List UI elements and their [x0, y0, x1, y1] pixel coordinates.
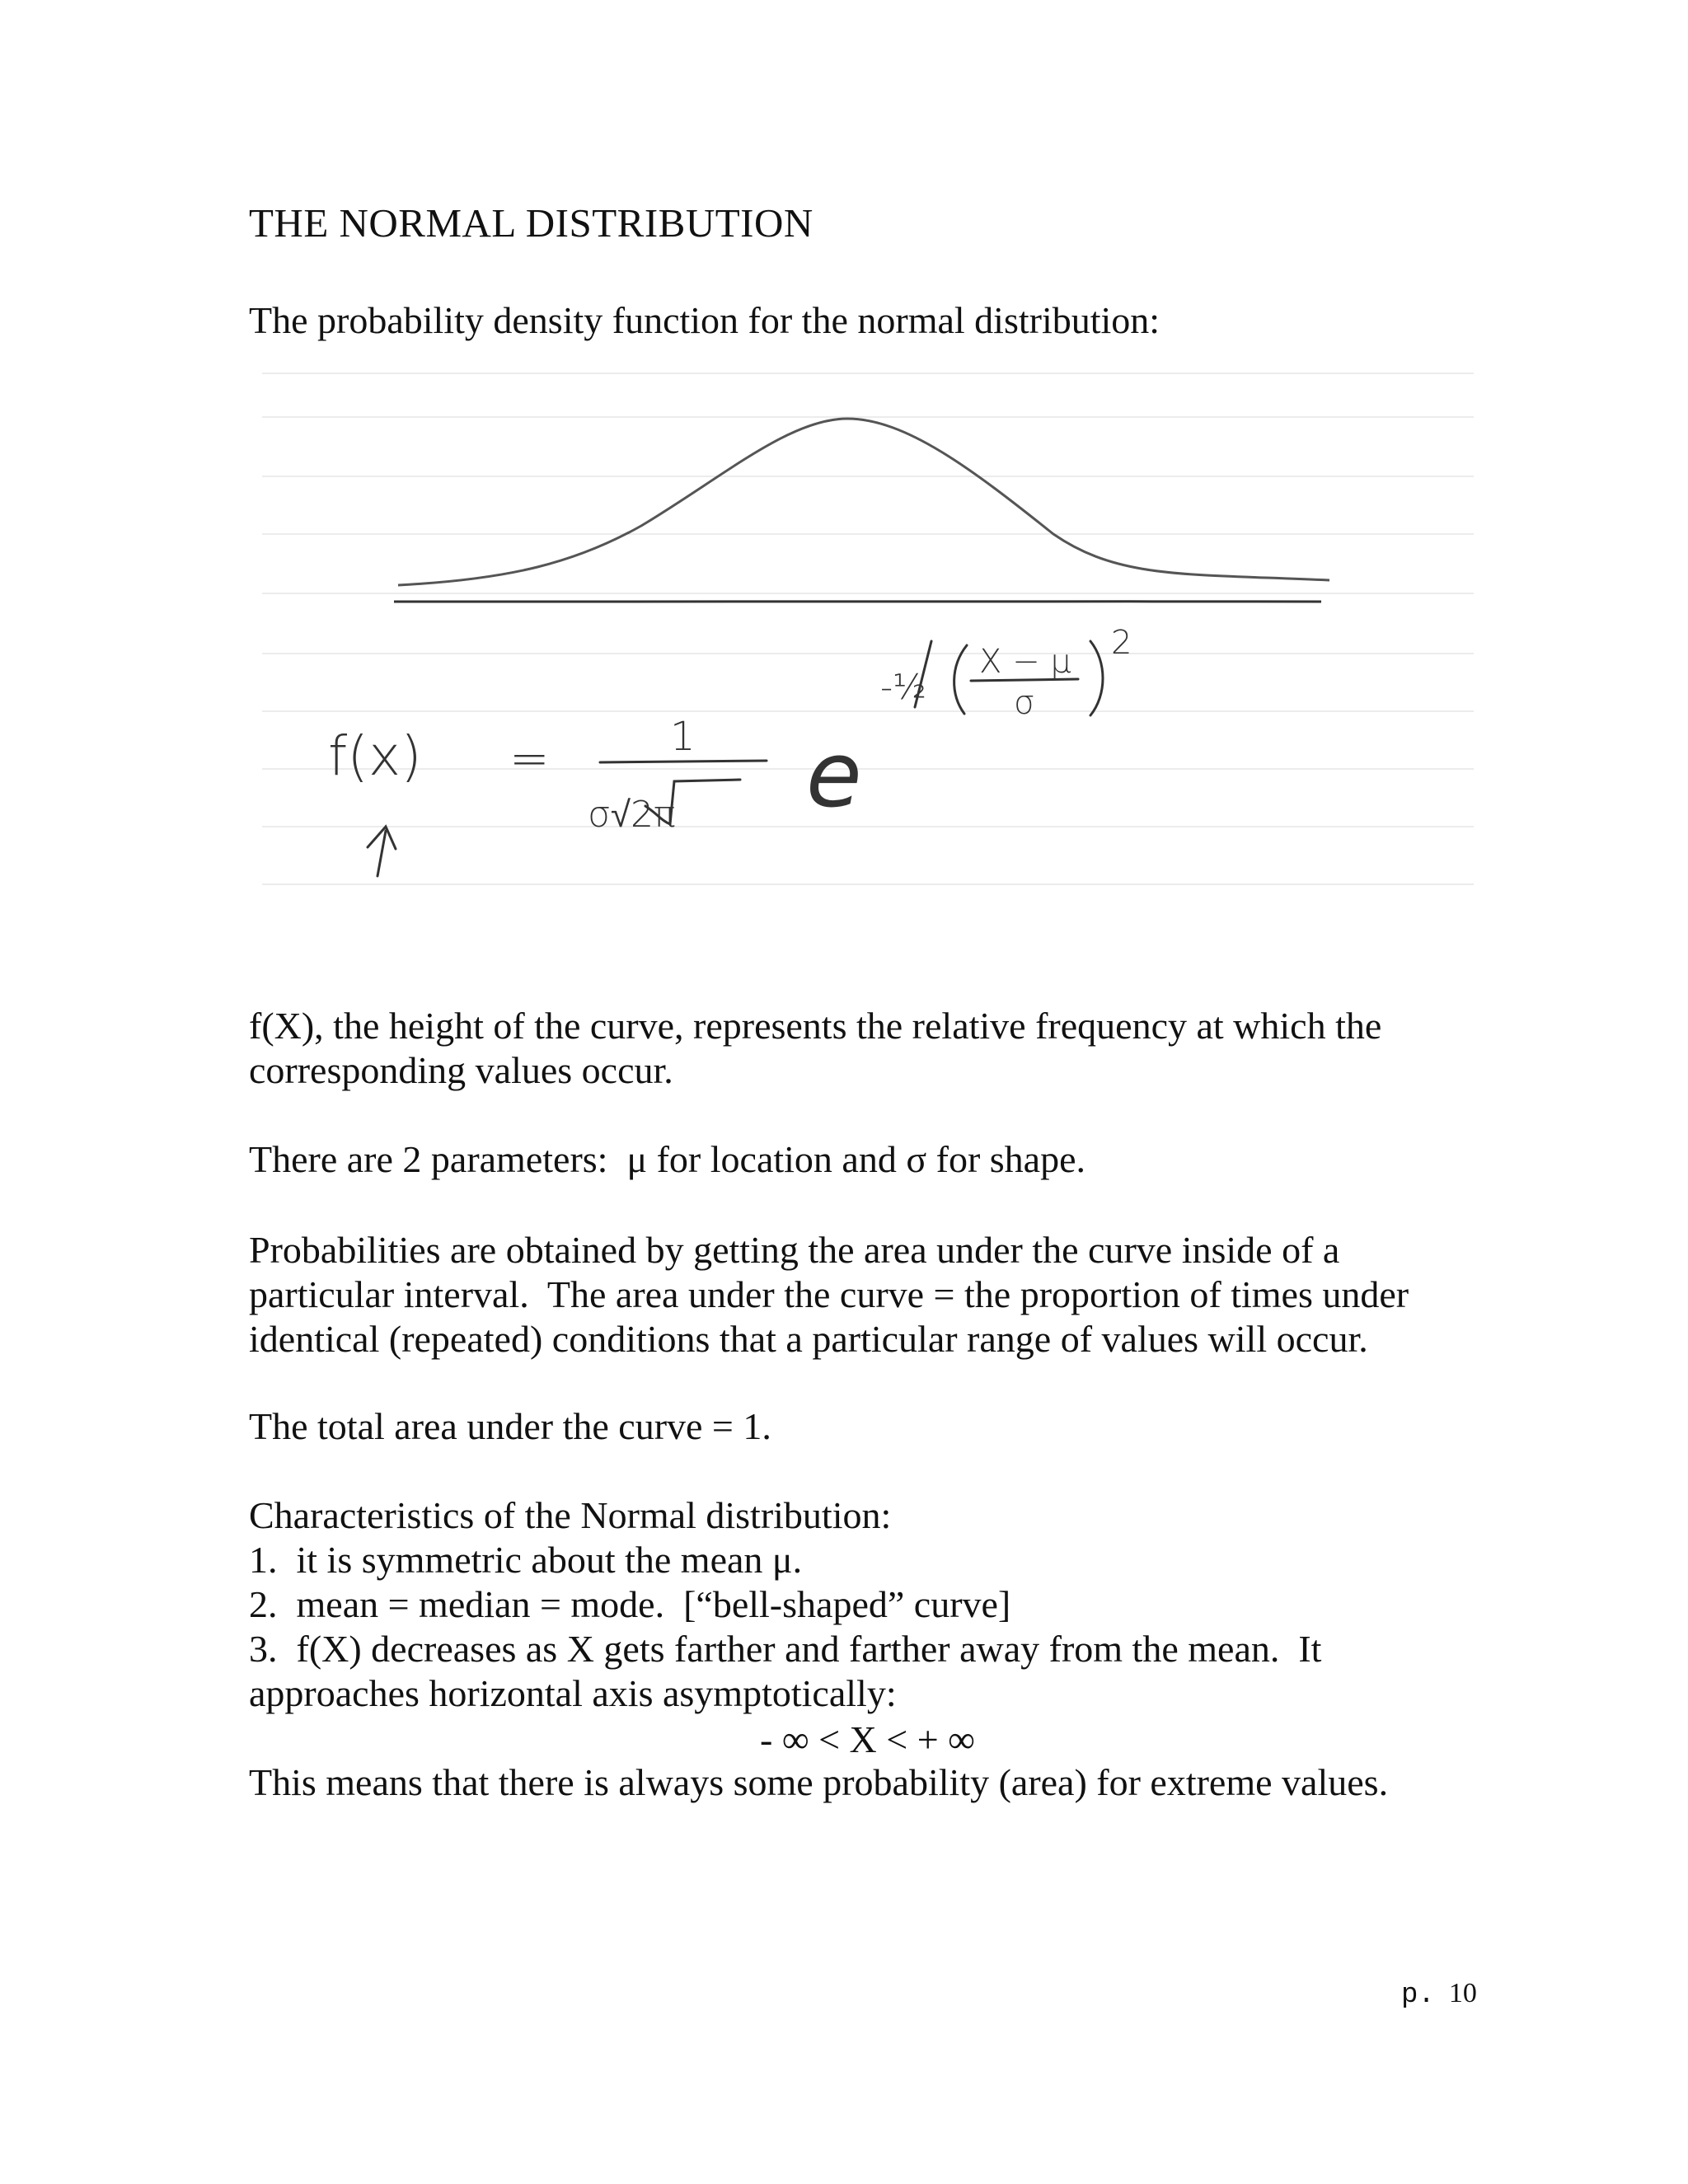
formula-exp-power: 2 [1111, 624, 1132, 662]
page-number-prefix: p. [1401, 1980, 1435, 2011]
page-number-value: 10 [1448, 1978, 1477, 2008]
formula-lhs: f(x) [328, 724, 422, 788]
characteristics-heading: Characteristics of the Normal distribution: [249, 1494, 892, 1536]
bell-curve [398, 419, 1329, 585]
paragraph-total-area: The total area under the curve = 1. [249, 1405, 771, 1447]
formula-exp-coef: -½ [880, 667, 926, 707]
paragraph-probabilities: Probabilities are obtained by getting the area under the curve inside of a particular interval. The area under the curve = the proportion of times under identical (repeated) conditions that a particular range of values will occur. [249, 1229, 1409, 1360]
list-item: 2. mean = median = mode. [“bell-shaped” curve] [249, 1583, 1011, 1625]
paragraph-parameters: There are 2 parameters: μ for location and σ for shape. [249, 1138, 1086, 1180]
handwritten-figure [262, 369, 1474, 905]
intro-text: The probability density function for the normal distribution: [249, 299, 1160, 341]
paragraph-extreme-values: This means that there is always some probability (area) for extreme values. [249, 1761, 1389, 1803]
page-number [1401, 1978, 1477, 2011]
formula-denominator: σ√2π [588, 794, 676, 836]
formula-text [328, 624, 1132, 836]
formula-e: e [806, 722, 862, 827]
formula-equals: = [509, 730, 550, 786]
list-item: 3. f(X) decreases as X gets farther and farther away from the mean. It approaches horizontal axis asymptotically: [249, 1628, 1322, 1714]
notebook-lines [262, 373, 1474, 884]
formula-exp-denominator: σ [1014, 684, 1035, 722]
page-title: THE NORMAL DISTRIBUTION [249, 200, 814, 246]
formula-exp-numerator: X − μ [979, 643, 1071, 681]
list-item: 1. it is symmetric about the mean μ. [249, 1539, 803, 1581]
paragraph-height-meaning: f(X), the height of the curve, represents the relative frequency at which the corresponding values occur. [249, 1005, 1382, 1091]
range-expression: - ∞ < X < + ∞ [760, 1718, 975, 1760]
formula-numerator: 1 [670, 714, 696, 760]
handwritten-figure-svg [262, 369, 1474, 905]
